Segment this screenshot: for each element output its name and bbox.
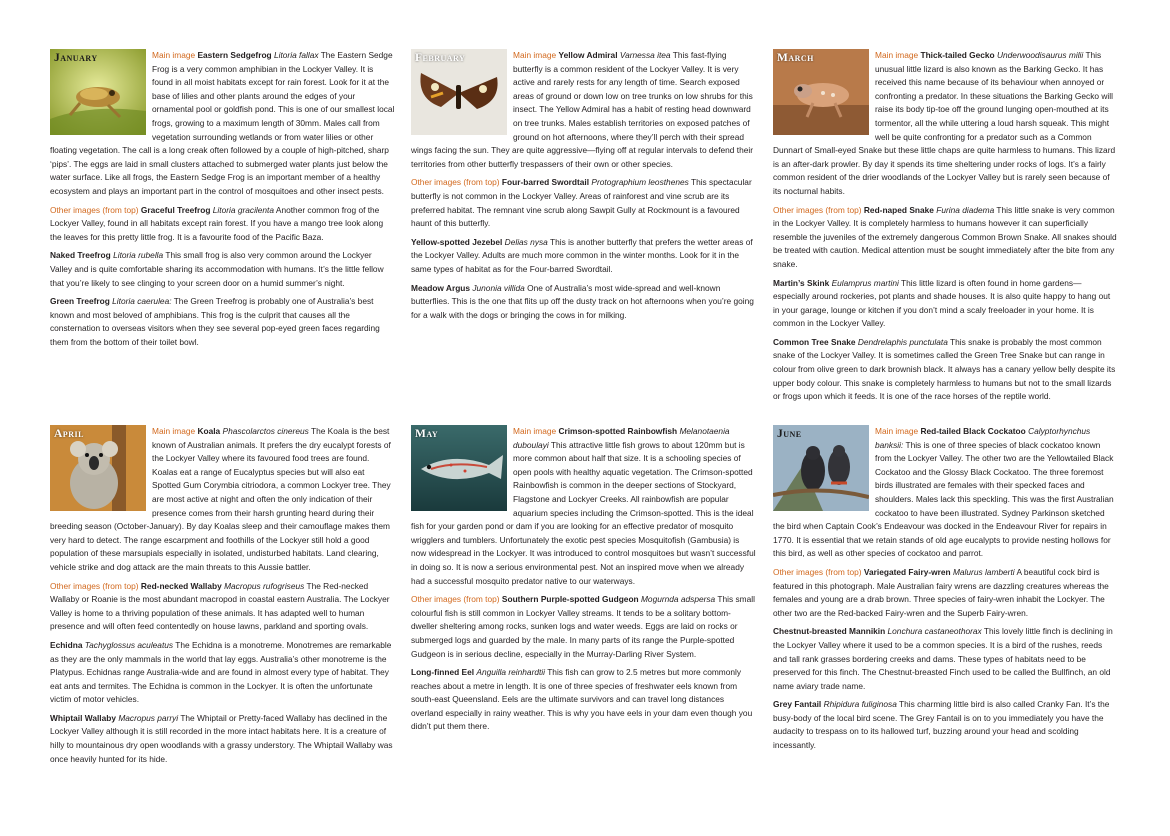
koala-photo-icon (50, 425, 146, 511)
paragraph: Green Treefrog Litoria caerulea: The Green Treefrog is probably one of Australia’s best known and most beloved of amphibians. This frog is the culprit that causes all the consternation to overseas visitors when they see several pop-eyed green faces regarding them from the bottom of their toilet bowl. (50, 296, 380, 347)
month-title: June (777, 428, 802, 440)
gecko-photo-icon (773, 49, 869, 135)
paragraph: Other images (from top) Graceful Treefrog Litoria gracilenta Another common frog of the Lockyer Valley, found in all habitats except rain forest. If you have a mango tree look along the leaves for this pretty little frog. It is a favourite food of the Pacific Baza. (50, 204, 384, 242)
paragraph: Chestnut-breasted Mannikin Lonchura castaneothorax This lovely little finch is declining in the Lockyer Valley where it used to be a common species. It is a bird of the rushes, reeds and tall rank grasses bordering creeks and dams. These types of habitats need to be preserved for this finch. The Chestnut-breasted Finch used to be called the Bullfinch, an old name aviary trade name. (773, 626, 1113, 691)
month-title: March (777, 52, 814, 64)
paragraph: Grey Fantail Rhipidura fuliginosa This charming little bird is also called Cranky Fan. It’s the busy-body of the local bird scene. The Grey Fantail is on to you immediately you have the audacity to trespass on to its hallowed turf, buzzing around your head and scolding incessantly. (773, 699, 1110, 751)
paragraph-main: Main image Koala Phascolarctos cinereus The Koala is the best known of Australian animals. It prefers the dry eucalypt forests of the Lockyer Valley where its favoured food trees are found. Koalas eat a range of Eucalyptus species but will also eat Spotted Gum Corymbia citriodora, a common Lockyer tree. They are most active at night and often the only indication of their presence comes from their harsh grunting heard during their breeding season (October-January). By day Koalas sleep and their camouflage makes them very hard to detect. The range escarpment and foothills of the Lockyer still hold a good population of these marsupials especially in isolated, undisturbed habitats. Land clearing, vehicle strike and dog attack are the main threats to this Aussie battler. (50, 426, 391, 572)
paragraph: Whiptail Wallaby Macropus parryi The Whiptail or Pretty-faced Wallaby has declined in the Lockyer Valley although it is still recorded in the more intact habitats here. It is a creature of hilly to mountainous dry open woodlands with a grassy understory. The Whiptail Wallaby was once heavily hunted for its hide. (50, 712, 393, 764)
cockatoo-photo-icon (773, 425, 869, 511)
paragraph: Long-finned Eel Anguilla reinhardtii This fish can grow to 2.5 metres but more commonly reaches about a metre in length. It is one of three species of freshwater eels known from south-east Queensland. Eels are the ultimate survivors and can travel long distances overland especially in rainy weather. This is why you have eels in your dam even though you didn’t put them there. (411, 667, 753, 732)
may-panel (411, 425, 756, 739)
paragraph: Other images (from top) Variegated Fairy-wren Malurus lamberti A beautiful cock bird is featured in this photograph. Male Australian fairy wrens are dazzling creatures whereas the females and young are a drab brown. Three species of fairy-wren inhabit the Lockyer. The other two are the Red-backed Fairy-wren and the Superb Fairy-wren. (773, 566, 1109, 618)
paragraph: Martin’s Skink Eulamprus martini This little lizard is often found in home gardens—especially around rockeries, pot plants and shade houses. It is also quite happy to hang out in your garage, lounge or kitchen if you don’t mind a scaly freeloader in your home. It is common in the Lockyer Valley. (773, 277, 1111, 329)
march-panel (773, 49, 1118, 409)
paragraph: Other images (from top) Southern Purple-spotted Gudgeon Mogurnda adspersa This small colourful fish is still common in Lockyer Valley streams. It tends to be a solitary bottom-dweller sheltering among rocks, sunken logs and water weeds. Eggs are laid on rocks or submerged logs and guarded by the male. In many parts of its range the Purple-spotted Gudgeon is in serious decline, especially in the Murray-Darling River System. (411, 594, 755, 659)
paragraph: Other images (from top) Four-barred Swordtail Protographium leosthenes This spectacular butterfly is not common in the Lockyer Valley. Areas of rainforest and vine scrub are its preferred habitat. The remnant vine scrub along Sawpit Gully at Rockmount is a favoured haunt of this butterfly. (411, 177, 752, 229)
month-title: January (54, 52, 98, 64)
frog-photo-icon (50, 49, 146, 135)
paragraph: Other images (from top) Red-necked Wallaby Macropus rufogriseus The Red-necked Wallaby or Roanie is the most abundant macropod in coastal eastern Australia. The Lockyer Valley is home to a thriving population of these animals. It has adapted well to human presence and will often feed contentedly on house lawns, parkland and sporting ovals. (50, 580, 390, 632)
paragraph-main: Main image Eastern Sedgefrog Litoria fallax The Eastern Sedge Frog is a very common amphibian in the Lockyer Valley. It is found in all moist habitats except for rain forest. Look for it at the base of lilies and other plants around the edges of your ornamental pool or goldfish pond. This is one of our smallest local frogs, growing to a maximum length of 30mm. Males call from vegetation surrounding wetlands or from water lilies or other floating vegetation. The call is a long creak often followed by a couple of high-pitched, sharp ‘pips’. The eggs are laid in small clusters attached to submerged water plants just below the water surface. Like all frogs, the Eastern Sedge Frog is an important member of a healthy ecosystem and plays an important part in the control of mosquitoes and other insect pests. (50, 50, 395, 196)
paragraph: Other images (from top) Red-naped Snake Furina diadema This little snake is very common in the Lockyer Valley. It is completely harmless to humans however it can superficially resemble the juveniles of the extremely dangerous Common Brown Snake. All snakes should be treated with caution. Medical attention must be sought immediately after the bite from any snake. (773, 204, 1117, 269)
january-panel (50, 49, 395, 354)
paragraph-main: Main image Thick-tailed Gecko Underwoodisaurus milii This unusual little lizard is also known as the Barking Gecko. It has received this name because of its behaviour when annoyed or confronting a predator. In these situations the Barking Gecko will raise its body tip-toe off the ground lunging open-mouthed at its tormentor, all the while uttering a loud harsh squeak. This might well be quite confronting for a predator such as a Common Dunnart of Small-eyed Snake but these little chaps are quite harmless to humans. This lizard is an after-dark prowler. By day it spends its time sheltering under rocks of logs. It’s a fairly common resident of the drier woodlands of the Lockyer Valley but is rarely seen because of its nocturnal habits. (773, 50, 1116, 196)
paragraph: Naked Treefrog Litoria rubella This small frog is also very common around the Lockyer Valley and is quite comfortable sharing its accommodation with humans. It’s the little fellow that you’re likely to see clinging to your screen door on a humid summer’s night. (50, 250, 384, 288)
paragraph-main: Main image Yellow Admiral Varnessa itea This fast-flying butterfly is a common resident of the Lockyer Valley. It is very active and rarely rests for any length of time. Search exposed areas of ground or down low on tree trunks on low shrubs for this insect. The Yellow Admiral has a habit of resting head downward on tree trunks. Males establish territories on exposed patches of ground on hot afternoons, where they’ll perch with their spread wings facing the sun. They are quite aggressive—flying off at regular intervals to defend their territories from other butterfly trespassers of their own or other species. (411, 50, 753, 169)
month-title: May (415, 428, 439, 440)
butterfly-photo-icon (411, 49, 507, 135)
paragraph: Common Tree Snake Dendrelaphis punctulata This snake is probably the most common snake of the Lockyer Valley. It is sometimes called the Green Tree Snake but can range in colour from olive green to dark brownish black. It always has a canary yellow belly despite its upper body colour. This snake is completely harmless to humans but not to the small lizards or frogs upon which it feeds. It is one of the race horses of the reptile world. (773, 336, 1116, 402)
paragraph: Echidna Tachyglossus aculeatus The Echidna is a monotreme. Monotremes are remarkable as they are the only mammals in the world that lay eggs. Australia’s other monotreme is the Platypus. Echidnas range Australia-wide and are found in almost every type of habitat. They eat ants and termites. The Echidna is common in the Lockyer. It is often the unfortunate victim of motor vehicles. (50, 639, 392, 705)
fish-photo-icon (411, 425, 507, 511)
paragraph-main: Main image Crimson-spotted Rainbowfish Melanotaenia duboulayi This attractive little fish grows to about 120mm but is more common about half that size. It is a schooling species of open pools with healthy aquatic vegetation. The Crimson-spotted Rainbowfish is common in the deeper sections of Stockyard, Flagstone and Lockyer Creeks. All rainbowfish are popular aquarium species including the Crimson-spotted. This is the ideal fish for your garden pond or dam if you are looking for an effective predator of mosquito wrigglers and tumblers. Unfortunately the exotic pest species Mosquitofish (Gambusia) is now widespread in the Lockyer. It was introduced to control mosquitoes but wasn’t successful in doing so. It is now a serious environmental pest. Not an inspired move when we already had a successful mosquito predator native to our waterways. (411, 426, 756, 586)
month-title: April (54, 428, 84, 440)
june-panel (773, 425, 1118, 758)
month-title: February (415, 52, 466, 64)
april-panel (50, 425, 395, 771)
february-panel (411, 49, 756, 327)
paragraph: Meadow Argus Junonia villida One of Australia’s most wide-spread and well-known butterflies. This is the one that flits up off the dusty track on hot afternoons when you’re going for a walk with the dogs or bringing the cows in for milking. (411, 282, 754, 320)
paragraph-main: Main image Red-tailed Black Cockatoo Calyptorhynchus banksii: This is one of three species of black cockatoo known from the Lockyer Valley. The other two are the Yellowtailed Black Cockatoo and the Glossy Black Cockatoo. The three foremost birds illustrated are females with their specked faces and shoulders. Males lack this speckling. This was the first Australian cockatoo to have been illustrated. Sydney Parkinson sketched the bird when Captain Cook’s Endeavour was docked in the Endeavour River for repairs in 1770. It is essential that we retain stands of old age eucalypts to provide nesting hollows for this bird, as well as other species of cockatoo and parrot. (773, 426, 1114, 559)
paragraph: Yellow-spotted Jezebel Delias nysa This is another butterfly that prefers the wetter areas of the Lockyer Valley. Adults are much more common in the winter months. Look for it in the same types of habitat as for the Four-barred Swordtail. (411, 236, 753, 274)
